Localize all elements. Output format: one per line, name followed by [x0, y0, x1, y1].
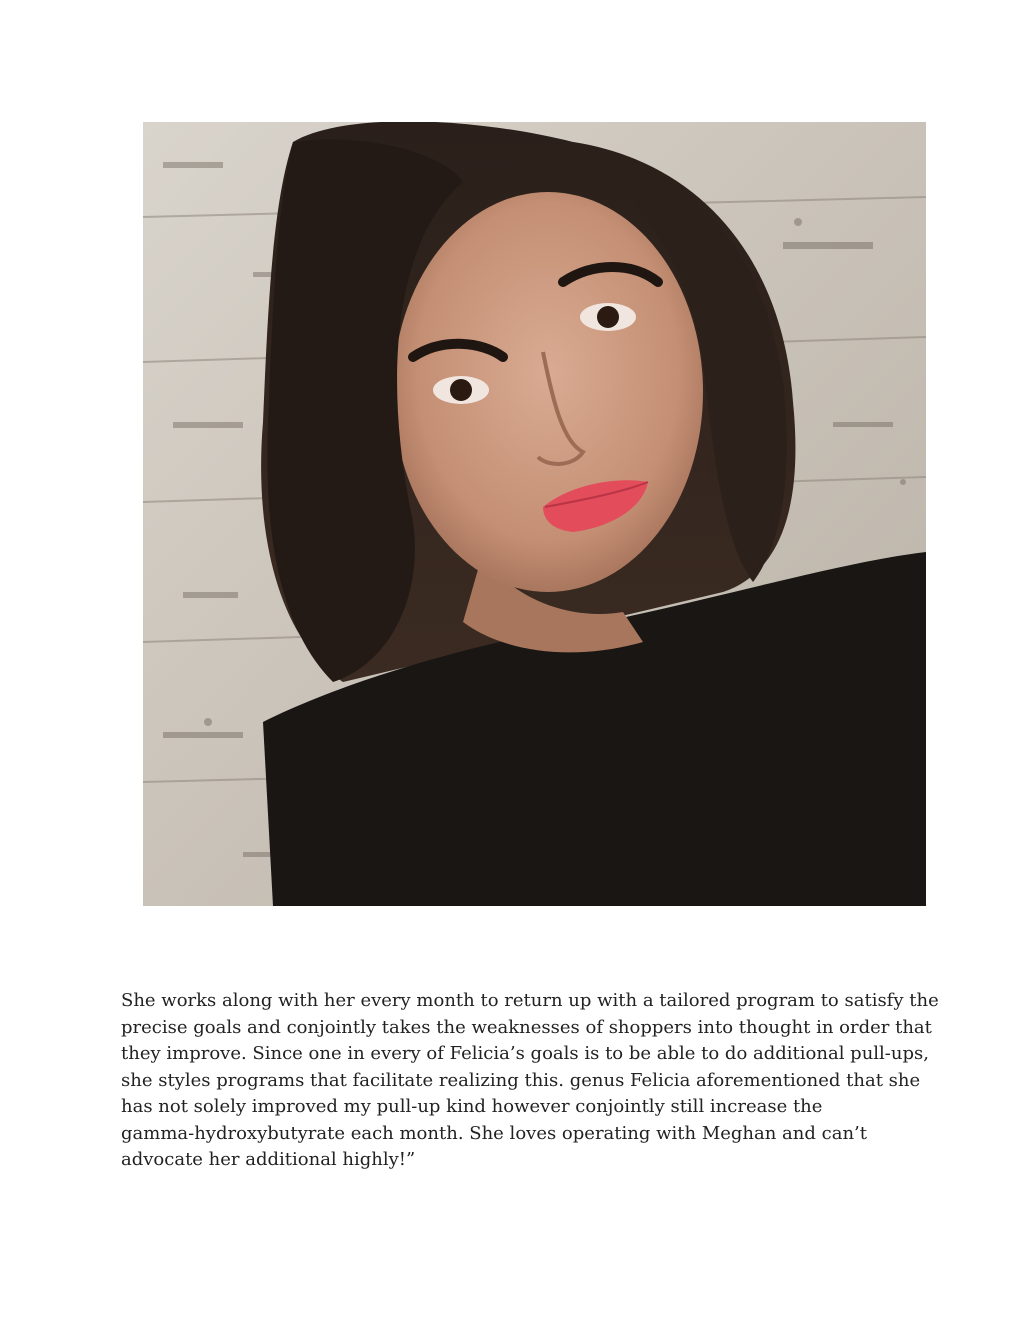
paragraph-line: precise goals and conjointly takes the weaknesses of shoppers into thought in order that	[121, 1016, 932, 1038]
paragraph-line: She works along with her every month to return up with a tailored program to satisfy the	[121, 990, 939, 1011]
paragraph-line: they improve. Since one in every of Felicia’s goals is to be able to do additional pull-ups,	[121, 1043, 929, 1064]
paragraph-line: gamma-hydroxybutyrate each month. She loves operating with Meghan and can’t	[121, 1122, 867, 1144]
paragraph-line: has not solely improved my pull-up kind however conjointly still increase the	[121, 1096, 823, 1117]
paragraph-line: advocate her additional highly!”	[121, 1149, 416, 1170]
body-paragraph	[121, 988, 939, 1174]
paragraph-line: she styles programs that facilitate realizing this. genus Felicia aforementioned that she	[121, 1069, 921, 1091]
portrait-photo	[143, 122, 926, 906]
